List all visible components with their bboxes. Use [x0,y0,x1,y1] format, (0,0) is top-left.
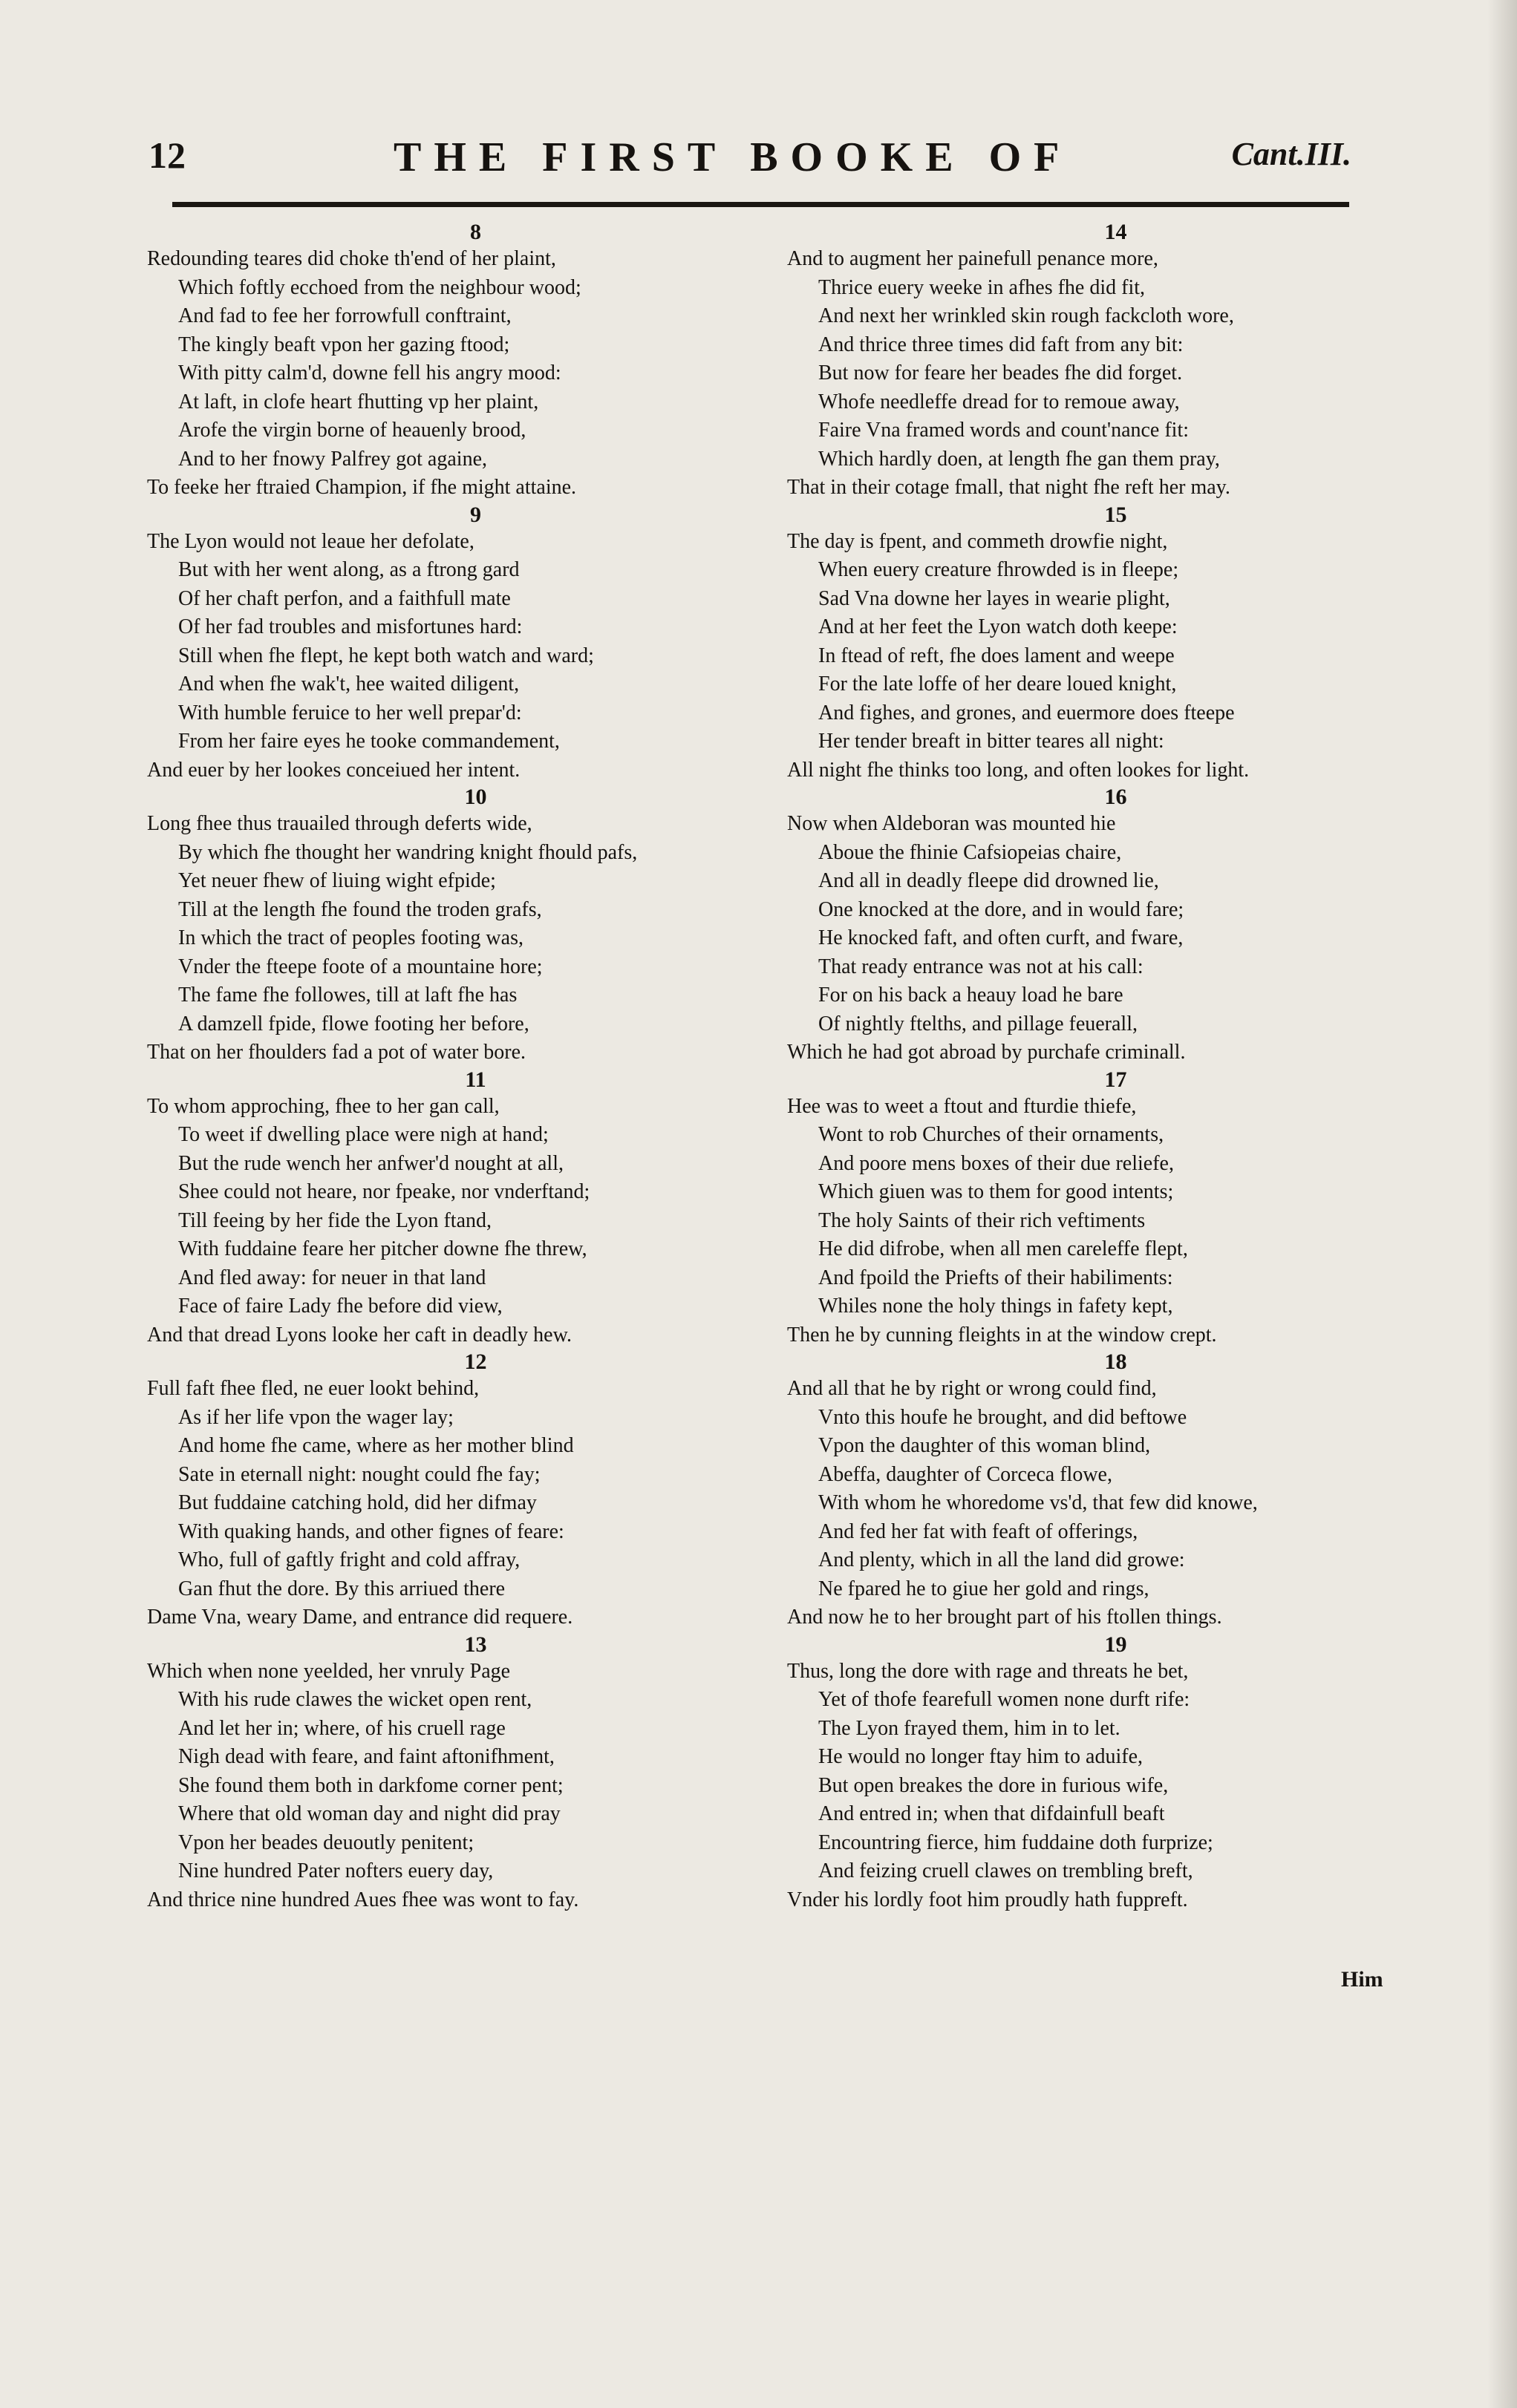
verse-line: For the late loffe of her deare loued knight, [818,673,1177,696]
verse-line: With quaking hands, and other fignes of feare: [178,1519,564,1543]
verse-line: Nigh dead with feare, and faint aftonifhment, [178,1745,555,1768]
verse-line: With whom he whoredome vs'd, that few did knowe, [818,1491,1258,1514]
verse-line: Till feeing by her fide the Lyon ftand, [178,1208,492,1232]
verse-line: Which giuen was to them for good intents; [818,1180,1174,1203]
verse-line: And fad to fee her forrowfull conftraint, [178,304,512,327]
verse-line: And thrice three times did faft from any bit: [818,333,1184,356]
stanza-number: 19 [1104,1632,1127,1657]
verse-line: And all that he by right or wrong could find, [787,1377,1157,1400]
verse-line: And let her in; where, of his cruell rage [178,1716,506,1740]
stanza-number: 17 [1104,1067,1127,1092]
verse-line: And at her feet the Lyon watch doth keepe: [818,615,1178,638]
stanza [147,503,804,785]
stanza-number: 9 [470,502,481,527]
verse-line: Vpon her beades deuoutly penitent; [178,1830,474,1854]
verse-line: The holy Saints of their rich veftiments [818,1208,1146,1232]
verse-line: Still when fhe flept, he kept both watch and ward; [178,644,594,667]
stanza-number: 8 [470,220,481,244]
stanza-number: 12 [464,1349,487,1374]
verse-line: With pitty calm'd, downe fell his angry mood: [178,361,561,385]
stanza [787,503,1444,785]
verse-line: That ready entrance was not at his call: [818,955,1144,978]
verse-line: Ne fpared he to giue her gold and rings, [818,1577,1149,1600]
verse-line: With fuddaine feare her pitcher downe fhe threw, [178,1237,587,1260]
verse-line: Sate in eternall night: nought could fhe fay; [178,1462,541,1486]
verse-line: And thrice nine hundred Aues fhee was wont to fay. [147,1888,579,1911]
verse-line: Which foftly ecchoed from the neighbour wood; [178,275,581,299]
page-number: 12 [149,134,186,176]
verse-line: Of her chaft perfon, and a faithfull mate [178,586,511,610]
verse-line: Who, full of gaftly fright and cold affray, [178,1548,521,1571]
verse-line: But open breakes the dore in furious wife, [818,1773,1169,1797]
right-column [787,220,1444,1914]
verse-line: Whiles none the holy things in fafety kept, [818,1295,1173,1318]
verse-line: Nine hundred Pater nofters euery day, [178,1859,494,1882]
verse-line: Encountring fierce, him fuddaine doth furprize; [818,1830,1213,1854]
stanza-number: 14 [1104,220,1127,244]
verse-line: The kingly beaft vpon her gazing ftood; [178,333,510,356]
verse-line: Whofe needleffe dread for to remoue away, [818,390,1180,413]
verse-line: In which the tract of peoples footing was, [178,926,523,949]
verse-line: Redounding teares did choke th'end of her plaint, [147,247,556,270]
verse-line: Face of faire Lady fhe before did view, [178,1295,503,1318]
verse-line: And next her wrinkled skin rough fackcloth wore, [818,304,1234,327]
verse-line: For on his back a heauy load he bare [818,984,1123,1007]
stanza [787,220,1444,503]
verse-line: Vnder his lordly foot him proudly hath fuppreft. [787,1888,1188,1911]
verse-line: Sad Vna downe her layes in wearie plight, [818,586,1170,610]
verse-line: Yet of thofe fearefull women none durft rife: [818,1688,1190,1711]
verse-line: Which he had got abroad by purchafe criminall. [787,1041,1186,1064]
verse-line: Hee was to weet a ftout and fturdie thiefe, [787,1094,1137,1118]
verse-line: To weet if dwelling place were nigh at hand; [178,1123,549,1146]
verse-line: Where that old woman day and night did pray [178,1802,561,1825]
verse-line: And poore mens boxes of their due reliefe, [818,1151,1174,1175]
verse-line: Dame Vna, weary Dame, and entrance did requere. [147,1606,573,1629]
verse-line: When euery creature fhrowded is in fleepe; [818,558,1179,581]
verse-line: But now for feare her beades fhe did forget. [818,361,1183,385]
verse-line: Now when Aldeboran was mounted hie [787,812,1116,835]
verse-line: A damzell fpide, flowe footing her before, [178,1012,529,1035]
verse-line: And feizing cruell clawes on trembling breft, [818,1859,1193,1882]
verse-line: Full faft fhee fled, ne euer lookt behind, [147,1377,480,1400]
verse-line: And fpoild the Priefts of their habiliments: [818,1266,1173,1289]
verse-line: To whom approching, fhee to her gan call, [147,1094,500,1118]
verse-line: As if her life vpon the wager lay; [178,1405,454,1429]
verse-line: And when fhe wak't, hee waited diligent, [178,673,520,696]
verse-line: The day is fpent, and commeth drowfie night, [787,529,1168,553]
canto-label: Cant.III. [1231,136,1351,172]
verse-line: And all in deadly fleepe did drowned lie, [818,869,1159,892]
verse-line: And that dread Lyons looke her caft in deadly hew. [147,1323,572,1347]
verse-line: The fame fhe followes, till at laft fhe has [178,984,518,1007]
verse-line: And to augment her painefull penance more, [787,247,1158,270]
stanza-number: 13 [464,1632,487,1657]
verse-line: And home fhe came, where as her mother blind [178,1434,574,1457]
verse-line: At laft, in clofe heart fhutting vp her plaint, [178,390,539,413]
verse-line: The Lyon frayed them, him in to let. [818,1716,1120,1740]
verse-line: Vnder the fteepe foote of a mountaine hore; [178,955,543,978]
verse-line: And fed her fat with feaft of offerings, [818,1519,1138,1543]
left-column [147,220,804,1914]
running-head [149,134,1351,193]
verse-line: To feeke her ftraied Champion, if fhe might attaine. [147,476,577,499]
verse-line: With his rude clawes the wicket open rent, [178,1688,532,1711]
verse-line: From her faire eyes he tooke commandement, [178,730,560,753]
verse-line: Her tender breaft in bitter teares all night: [818,730,1164,753]
verse-line: Thrice euery weeke in afhes fhe did fit, [818,275,1146,299]
stanza [147,1632,804,1915]
verse-line: But fuddaine catching hold, did her difmay [178,1491,537,1514]
verse-line: Vnto this houfe he brought, and did beftowe [818,1405,1187,1429]
verse-line: All night fhe thinks too long, and often lookes for light. [787,758,1250,782]
verse-line: He did difrobe, when all men careleffe flept, [818,1237,1188,1260]
verse-line: Gan fhut the dore. By this arriued there [178,1577,506,1600]
stanza-number: 18 [1104,1349,1127,1374]
verse-line: In ftead of reft, fhe does lament and weepe [818,644,1175,667]
verse-line: By which fhe thought her wandring knight fhould pafs, [178,840,638,864]
verse-line: Then he by cunning fleights in at the window crept. [787,1323,1217,1347]
verse-line: And now he to her brought part of his ftollen things. [787,1606,1222,1629]
verse-line: And fled away: for neuer in that land [178,1266,486,1289]
verse-line: He knocked faft, and often curft, and fware, [818,926,1184,949]
verse-line: Wont to rob Churches of their ornaments, [818,1123,1164,1146]
verse-line: But the rude wench her anfwer'd nought at all, [178,1151,564,1175]
verse-line: Yet neuer fhew of liuing wight efpide; [178,869,496,892]
stanza [147,1067,804,1350]
verse-line: Thus, long the dore with rage and threats he bet, [787,1659,1189,1683]
book-title: THE FIRST BOOKE OF [394,134,1072,180]
verse-line: Aboue the fhinie Cafsiopeias chaire, [818,840,1122,864]
stanza [787,785,1444,1067]
verse-line: But with her went along, as a ftrong gard [178,558,520,581]
stanza [787,1632,1444,1915]
stanza-number: 16 [1104,785,1127,809]
stanza [787,1349,1444,1632]
verse-line: One knocked at the dore, and in would fare; [818,897,1184,921]
stanza-number: 11 [465,1067,486,1092]
verse-line: That on her fhoulders fad a pot of water bore. [147,1041,526,1064]
verse-line: Which when none yeelded, her vnruly Page [147,1659,511,1683]
verse-line: Abeffa, daughter of Corceca flowe, [818,1462,1112,1486]
verse-line: Long fhee thus trauailed through deferts wide, [147,812,532,835]
verse-line: And to her fnowy Palfrey got againe, [178,447,487,471]
verse-line: And fighes, and grones, and euermore does fteepe [818,701,1235,724]
page-edge-shadow [1487,0,1517,2408]
stanza-number: 10 [464,785,487,809]
verse-line: And euer by her lookes conceiued her intent. [147,758,521,782]
stanza [147,1349,804,1632]
verse-line: That in their cotage fmall, that night fhe reft her may. [787,476,1230,499]
verse-line: And entred in; when that difdainfull beaft [818,1802,1165,1825]
verse-line: Vpon the daughter of this woman blind, [818,1434,1151,1457]
verse-line: With humble feruice to her well prepar'd: [178,701,522,724]
stanza [147,220,804,503]
stanza [147,785,804,1067]
stanza [787,1067,1444,1350]
catchword: Him [1341,1967,1383,1992]
stanza-number: 15 [1104,502,1127,527]
header-rule [172,202,1349,207]
verse-line: She found them both in darkfome corner pent; [178,1773,564,1797]
verse-line: And plenty, which in all the land did growe: [818,1548,1185,1571]
verse-line: Of her fad troubles and misfortunes hard: [178,615,523,638]
verse-line: Arofe the virgin borne of heauenly brood, [178,419,526,442]
verse-line: Till at the length fhe found the troden grafs, [178,897,542,921]
verse-line: He would no longer ftay him to aduife, [818,1745,1144,1768]
verse-line: Which hardly doen, at length fhe gan them pray, [818,447,1220,471]
verse-line: Faire Vna framed words and count'nance fit: [818,419,1190,442]
verse-line: The Lyon would not leaue her defolate, [147,529,474,553]
verse-line: Of nightly ftelths, and pillage feuerall, [818,1012,1138,1035]
verse-line: Shee could not heare, nor fpeake, nor vnderftand; [178,1180,590,1203]
